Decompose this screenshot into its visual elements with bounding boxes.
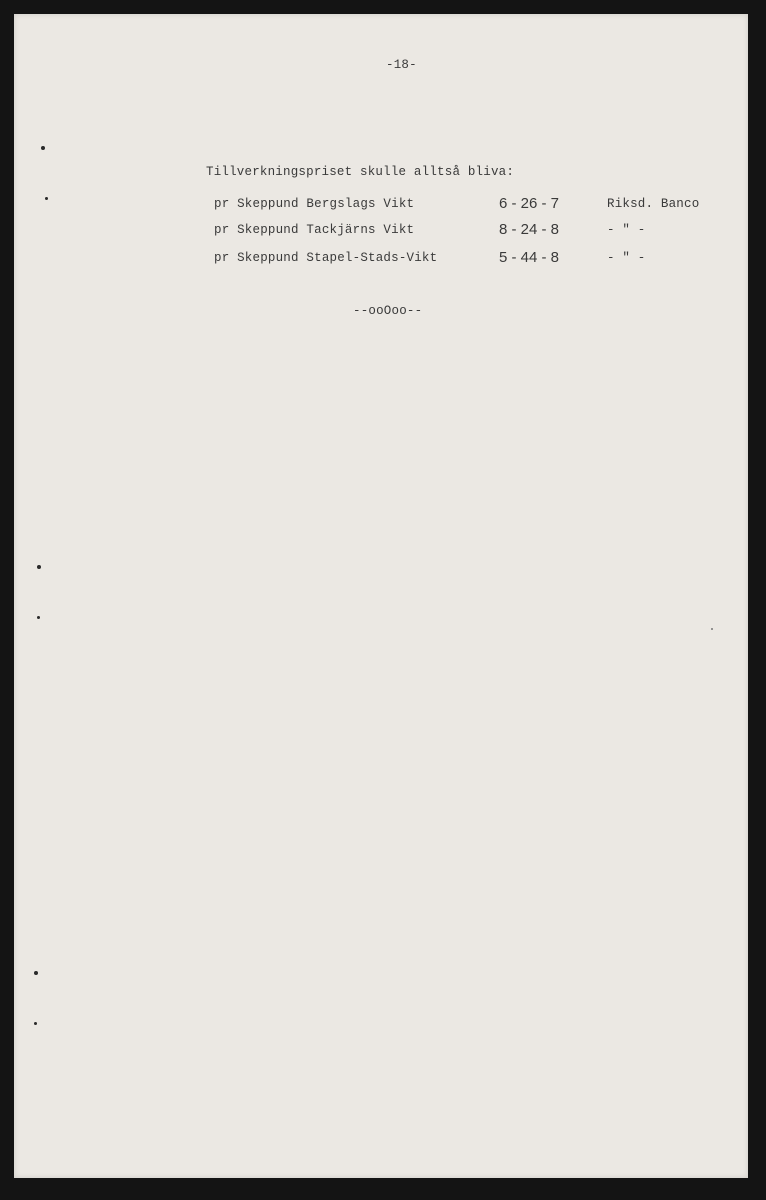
punch-hole-mark [37,565,41,569]
speck-mark [711,628,713,630]
row-label: pr Skeppund Stapel-Stads-Vikt [214,251,438,265]
row-label: pr Skeppund Bergslags Vikt [214,197,415,211]
row-label: pr Skeppund Tackjärns Vikt [214,223,415,237]
row-currency: - " - [607,251,646,265]
heading-line: Tillverkningspriset skulle alltså bliva: [206,165,515,179]
punch-hole-mark [34,971,38,975]
row-currency: - " - [607,223,646,237]
row-currency: Riksd. Banco [607,197,700,211]
price-row [214,197,734,217]
punch-hole-mark [37,616,40,619]
page-number: -18- [386,58,417,72]
section-ornament: --ooOoo-- [353,304,423,318]
row-price: 6 - 26 - 7 [499,195,560,212]
price-row [214,251,734,271]
punch-hole-mark [45,197,48,200]
price-row [214,223,734,243]
row-price: 8 - 24 - 8 [499,221,560,238]
row-price: 5 - 44 - 8 [499,249,560,266]
punch-hole-mark [34,1022,37,1025]
punch-hole-mark [41,146,45,150]
document-page [14,14,748,1178]
